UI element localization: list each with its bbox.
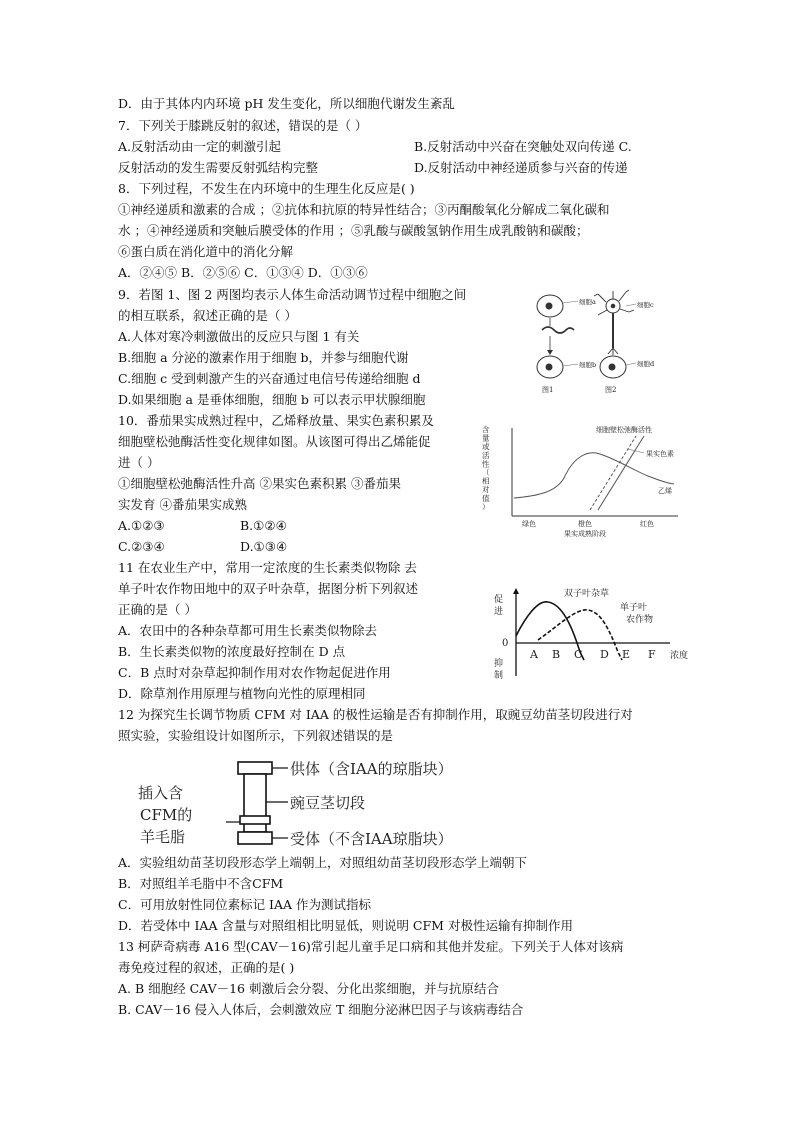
figure-1-label: 图1 [542, 386, 554, 394]
y-label-inhibit-1: 抑 [494, 659, 504, 669]
ylabel-char: （ [482, 468, 490, 477]
q12-experiment-diagram [136, 756, 516, 852]
q10-option-b: B.①②④ [240, 518, 287, 533]
monocot-label-1: 单子叶 [620, 603, 648, 613]
q13-option-b: B. CAV－16 侵入人体后，会刺激效应 T 细胞分泌淋巴因子与该病毒结合 [118, 1002, 524, 1017]
dicot-label: 双子叶杂草 [564, 589, 610, 599]
donor-block [238, 762, 272, 774]
ylabel-char: 活 [482, 450, 490, 460]
enzyme-line [590, 436, 636, 510]
concentration-points [529, 648, 656, 661]
zero-label: 0 [502, 638, 509, 649]
ylabel-char: 含 [482, 425, 490, 434]
q10-stem-line3: 进（ ） [118, 455, 160, 470]
q12-option-d: D．若受体中 IAA 含量与对照组相比明显低，则说明 CFM 对极性运输有抑制作用 [118, 918, 573, 933]
q10-items-line2: 实发育 ④番茄果实成熟 [118, 497, 247, 512]
q12-stem-line1: 12 为探究生长调节物质 CFM 对 IAA 的极性运输是否有抑制作用，取豌豆幼苗茎切段进行对 [118, 707, 633, 722]
figure-2-label: 图2 [605, 386, 617, 394]
y-label-promote-2: 进 [494, 607, 504, 617]
q10-stem-line2: 细胞壁松弛酶活性变化规律如图。从该图可得出乙烯能促 [118, 434, 431, 449]
q8-items-line3: ⑥蛋白质在消化道中的消化分解 [118, 244, 294, 259]
donor-label: 供体（含IAA的琼脂块） [290, 760, 453, 778]
enzyme-label: 细胞壁松弛酶活性 [596, 426, 652, 434]
stem-label: 豌豆茎切段 [290, 794, 366, 812]
q11-stem-line3: 正确的是（ ） [118, 602, 197, 617]
point-label-a: A [530, 648, 538, 661]
ylabel-char: 相 [482, 476, 490, 486]
q8-options: A．②④⑤ B．②⑤⑥ C．①③④ D．①③⑥ [118, 265, 368, 280]
q9-option-b: B.细胞 a 分泌的激素作用于细胞 b，并参与细胞代谢 [118, 350, 409, 365]
q7-stem: 7．下列关于膝跳反射的叙述，错误的是（ ） [118, 118, 368, 133]
chart-xlabel: 果实成熟阶段 [564, 530, 606, 538]
pigment-label: 果实色素 [646, 450, 674, 458]
ylabel-char: ） [482, 502, 490, 512]
q11-stem-line2: 单子叶农作物田地中的双子叶杂草，据图分析下列叙述 [118, 581, 419, 596]
q10-stem-line1: 10．番茄果实成熟过程中，乙烯释放量、果实色素积累及 [118, 413, 434, 428]
q11-option-d: D．除草剂作用原理与植物向光性的原理相同 [118, 686, 366, 701]
q8-stem: 8．下列过程，不发生在内环境中的生理生化反应是( ) [118, 181, 415, 196]
q11-auxin-chart [492, 586, 698, 686]
q7-option-c: 反射活动的发生需要反射弧结构完整 [118, 160, 319, 175]
q12-option-a: A．实验组幼苗茎切段形态学上端朝上，对照组幼苗茎切段形态学上端朝下 [118, 855, 528, 870]
q6-option-d: D．由于其体内内环境 pH 发生变化，所以细胞代谢发生紊乱 [118, 96, 455, 111]
monocot-label-2: 农作物 [626, 615, 654, 625]
x-label: 浓度 [670, 651, 689, 661]
x-tick-red: 红色 [640, 520, 654, 528]
cell-a-label: 细胞a [579, 298, 596, 306]
receiver-block [238, 832, 272, 844]
x-tick-green: 绿色 [522, 520, 536, 528]
q10-ripening-chart [478, 420, 698, 538]
x-tick-orange: 橙色 [578, 520, 592, 528]
point-label-d: D [600, 648, 609, 661]
lanolin-ring [240, 816, 270, 824]
q11-option-a: A．农田中的各种杂草都可用生长素类似物除去 [118, 623, 378, 638]
pigment-line [598, 436, 644, 510]
q13-option-a: A. B 细胞经 CAV－16 刺激后会分裂、分化出浆细胞，并与抗原结合 [118, 981, 499, 996]
q7-option-a: A.反射活动由一定的刺激引起 [118, 139, 282, 154]
y-label-inhibit-2: 制 [494, 671, 504, 681]
q9-option-c: C.细胞 c 受到刺激产生的兴奋通过电信号传递给细胞 d [118, 371, 421, 386]
cell-c-label: 细胞c [637, 301, 654, 309]
q7-option-b: B.反射活动中兴奋在突触处双向传递 C. [414, 139, 632, 154]
ylabel-char: 对 [482, 485, 490, 495]
point-label-b: B [552, 648, 561, 661]
q10-items-line1: ①细胞壁松弛酶活性升高 ②果实色素积累 ③番茄果 [118, 476, 401, 491]
y-label-promote-1: 促 [494, 595, 504, 605]
ylabel-char: 性 [482, 459, 490, 469]
point-label-c: C [574, 648, 583, 661]
cfm-label-3: 羊毛脂 [140, 828, 186, 846]
q12-option-b: B．对照组羊毛脂中不含CFM [118, 876, 284, 891]
q11-stem-line1: 11 在农业生产中，常用一定浓度的生长素类似物除 去 [118, 560, 417, 575]
point-label-e: E [622, 648, 631, 661]
ylabel-char: 量 [482, 433, 490, 443]
q7-option-d: D.反射活动中神经递质参与兴奋的传递 [414, 160, 628, 175]
q10-option-d: D.①③④ [240, 539, 288, 554]
q11-option-c: C．B 点时对杂草起抑制作用对农作物起促进作用 [118, 665, 391, 680]
q9-cell-figure [528, 288, 688, 396]
point-label-f: F [648, 648, 656, 661]
cell-b-label: 细胞b [579, 361, 597, 369]
q10-option-c: C.②③④ [118, 539, 165, 554]
receiver-label: 受体（不含IAA琼脂块） [290, 830, 453, 848]
q8-items-line1: ①神经递质和激素的合成 ；②抗体和抗原的特异性结合；③丙酮酸氧化分解成二氧化碳和 [118, 202, 610, 217]
q9-option-d: D.如果细胞 a 是垂体细胞，细胞 b 可以表示甲状腺细胞 [118, 392, 426, 407]
q9-stem-line2: 的相互联系，叙述正确的是（ ） [118, 308, 297, 323]
cfm-label-1: 插入含 [138, 784, 184, 802]
q9-option-a: A.人体对寒冷刺激做出的反应只与图 1 有关 [118, 329, 360, 344]
chart-ylabel [482, 424, 490, 511]
q9-stem-line1: 9．若图 1、图 2 两图均表示人体生命活动调节过程中细胞之间 [118, 287, 467, 302]
ylabel-char: 值 [482, 493, 490, 503]
q8-items-line2: 水 ；④神经递质和突触后膜受体的作用 ；⑤乳酸与碳酸氢钠作用生成乳酸钠和碳酸； [118, 223, 589, 238]
q13-stem-line2: 毒免疫过程的叙述，正确的是( ) [118, 960, 295, 975]
ethylene-curve [514, 453, 674, 498]
q10-option-a: A.①②③ [118, 518, 165, 533]
q12-option-c: C．可用放射性同位素标记 IAA 作为测试指标 [118, 897, 372, 912]
cell-d-label: 细胞d [637, 360, 655, 368]
ethylene-label: 乙烯 [658, 487, 672, 495]
q13-stem-line1: 13 柯萨奇病毒 A16 型(CAV－16)常引起儿童手足口病和其他并发症。下列关于人体对该病 [118, 939, 624, 954]
q11-option-b: B．生长素类似物的浓度最好控制在 D 点 [118, 644, 346, 659]
q12-stem-line2: 照实验，实验组设计如图所示，下列叙述错误的是 [118, 728, 394, 743]
ylabel-char: 或 [482, 442, 490, 452]
cfm-label-2: CFM的 [140, 806, 193, 824]
